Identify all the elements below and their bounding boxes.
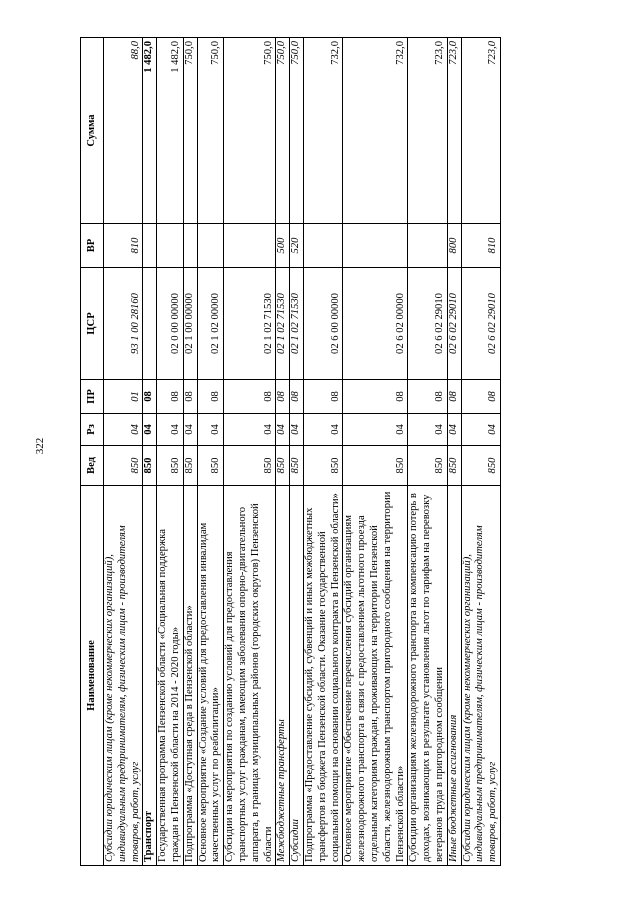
cell-ved: 850 <box>290 446 304 486</box>
cell-pr: 08 <box>197 380 224 414</box>
cell-vr <box>183 224 197 268</box>
cell-sum: 1 482,0 <box>157 38 184 224</box>
cell-csr: 02 6 02 00000 <box>343 268 408 380</box>
cell-csr: 93 1 00 28160 <box>104 268 143 380</box>
page-number: 322 <box>34 437 46 455</box>
header-csr: ЦСР <box>81 268 104 380</box>
cell-sum: 750,0 <box>197 38 224 224</box>
cell-pr: 01 <box>104 380 143 414</box>
header-pr: ПР <box>81 380 104 414</box>
cell-ved: 850 <box>157 446 184 486</box>
cell-vr <box>343 224 408 268</box>
cell-rz: 04 <box>343 414 408 446</box>
cell-rz: 04 <box>157 414 184 446</box>
header-vr: ВР <box>81 224 104 268</box>
cell-sum: 750,0 <box>290 38 304 224</box>
cell-sum: 750,0 <box>183 38 197 224</box>
cell-rz: 04 <box>290 414 304 446</box>
cell-ved: 850 <box>143 446 157 486</box>
cell-ved: 850 <box>197 446 224 486</box>
table-row <box>343 38 408 866</box>
cell-name: Субсидии <box>290 486 304 866</box>
cell-sum: 723,0 <box>461 38 500 224</box>
cell-pr: 08 <box>447 380 461 414</box>
cell-rz: 04 <box>224 414 276 446</box>
cell-rz: 04 <box>303 414 342 446</box>
cell-csr: 02 6 02 29010 <box>447 268 461 380</box>
cell-vr: 500 <box>276 224 290 268</box>
table-row <box>303 38 342 866</box>
table-row <box>197 38 224 866</box>
table-row <box>157 38 184 866</box>
cell-csr: 02 6 00 00000 <box>303 268 342 380</box>
cell-name: Субсидии юридическим лицам (кроме некоммерческих организаций), индивидуальным предпринимателям, физическим лицам - производителям товаров, работ, услуг <box>104 486 143 866</box>
cell-ved: 850 <box>343 446 408 486</box>
table-header-row <box>81 38 104 866</box>
cell-vr <box>143 224 157 268</box>
cell-ved: 850 <box>447 446 461 486</box>
cell-csr: 02 1 02 71530 <box>224 268 276 380</box>
table-row <box>143 38 157 866</box>
cell-ved: 850 <box>408 446 447 486</box>
cell-vr <box>157 224 184 268</box>
rotated-page <box>80 38 640 866</box>
cell-name: Подпрограмма «Доступная среда в Пензенской области» <box>183 486 197 866</box>
cell-rz: 04 <box>408 414 447 446</box>
cell-rz: 04 <box>276 414 290 446</box>
cell-sum: 88,0 <box>104 38 143 224</box>
header-name: Наименование <box>81 486 104 866</box>
table-row <box>276 38 290 866</box>
cell-pr: 08 <box>343 380 408 414</box>
table-row <box>408 38 447 866</box>
cell-name: Субсидии юридическим лицам (кроме некоммерческих организаций), индивидуальным предпринимателям, физическим лицам - производителям товаров, работ, услуг <box>461 486 500 866</box>
header-sum: Сумма <box>81 38 104 224</box>
table-row <box>461 38 500 866</box>
cell-csr <box>143 268 157 380</box>
cell-name: Иные бюджетные ассигнования <box>447 486 461 866</box>
budget-table <box>80 37 501 866</box>
header-ved: Вед <box>81 446 104 486</box>
cell-ved: 850 <box>104 446 143 486</box>
cell-rz: 04 <box>104 414 143 446</box>
cell-sum: 750,0 <box>276 38 290 224</box>
cell-ved: 850 <box>303 446 342 486</box>
cell-sum: 732,0 <box>303 38 342 224</box>
cell-name: Субсидии организациям железнодорожного транспорта на компенсацию потерь в доходах, возникающих в результате установления льгот по тарифам на перевозку ветеранов труда в пригородном сообщении <box>408 486 447 866</box>
cell-csr: 02 0 00 00000 <box>157 268 184 380</box>
header-rz: Рз <box>81 414 104 446</box>
table-row <box>104 38 143 866</box>
cell-vr: 800 <box>447 224 461 268</box>
cell-pr: 08 <box>143 380 157 414</box>
cell-csr: 02 1 02 71530 <box>290 268 304 380</box>
cell-sum: 732,0 <box>343 38 408 224</box>
cell-ved: 850 <box>276 446 290 486</box>
cell-ved: 850 <box>461 446 500 486</box>
cell-vr: 810 <box>104 224 143 268</box>
cell-name: Транспорт <box>143 486 157 866</box>
cell-name: Субсидии на мероприятия по созданию условий для предоставления транспортных услуг гражданам, имеющим заболевания опорно-двигательного аппарата, в границах муниципальных районов (городских округов) Пензенской области <box>224 486 276 866</box>
cell-pr: 08 <box>157 380 184 414</box>
cell-rz: 04 <box>143 414 157 446</box>
cell-ved: 850 <box>183 446 197 486</box>
cell-sum: 750,0 <box>224 38 276 224</box>
cell-ved: 850 <box>224 446 276 486</box>
cell-pr: 08 <box>303 380 342 414</box>
cell-vr <box>303 224 342 268</box>
cell-name: Основное мероприятие «Создание условий для предоставления инвалидам качественных услуг по реабилитации» <box>197 486 224 866</box>
cell-csr: 02 1 02 00000 <box>197 268 224 380</box>
cell-name: Государственная программа Пензенской области «Социальная поддержка граждан в Пензенской области на 2014 - 2020 годы» <box>157 486 184 866</box>
cell-vr: 520 <box>290 224 304 268</box>
cell-vr: 810 <box>461 224 500 268</box>
cell-pr: 08 <box>290 380 304 414</box>
cell-rz: 04 <box>197 414 224 446</box>
cell-name: Основное мероприятие «Обеспечение перечисления субсидий организациям железнодорожного транспорта в связи с предоставлением льготного проезда отдельным категориям граждан, проживающих на территории Пензенской области, железнодорожным транспортом пригородного сообщения на территории Пензенской области» <box>343 486 408 866</box>
cell-pr: 08 <box>183 380 197 414</box>
cell-name: Подпрограмма «Предоставление субсидий, субвенций и иных межбюджетных трансфертов из бюджета Пензенской области. Оказание государственной социальной помощи на основании социального контракта в Пензенской области» <box>303 486 342 866</box>
cell-pr: 08 <box>408 380 447 414</box>
cell-vr <box>197 224 224 268</box>
cell-sum: 723,0 <box>447 38 461 224</box>
table-row <box>447 38 461 866</box>
cell-pr: 08 <box>461 380 500 414</box>
table-row <box>183 38 197 866</box>
cell-sum: 723,0 <box>408 38 447 224</box>
cell-rz: 04 <box>447 414 461 446</box>
cell-pr: 08 <box>276 380 290 414</box>
cell-rz: 04 <box>461 414 500 446</box>
table-row <box>290 38 304 866</box>
cell-csr: 02 6 02 29010 <box>461 268 500 380</box>
cell-csr: 02 6 02 29010 <box>408 268 447 380</box>
cell-vr <box>408 224 447 268</box>
cell-sum: 1 482,0 <box>143 38 157 224</box>
cell-csr: 02 1 02 71530 <box>276 268 290 380</box>
cell-name: Межбюджетные трансферты <box>276 486 290 866</box>
cell-pr: 08 <box>224 380 276 414</box>
cell-rz: 04 <box>183 414 197 446</box>
cell-csr: 02 1 00 00000 <box>183 268 197 380</box>
cell-vr <box>224 224 276 268</box>
table-row <box>224 38 276 866</box>
